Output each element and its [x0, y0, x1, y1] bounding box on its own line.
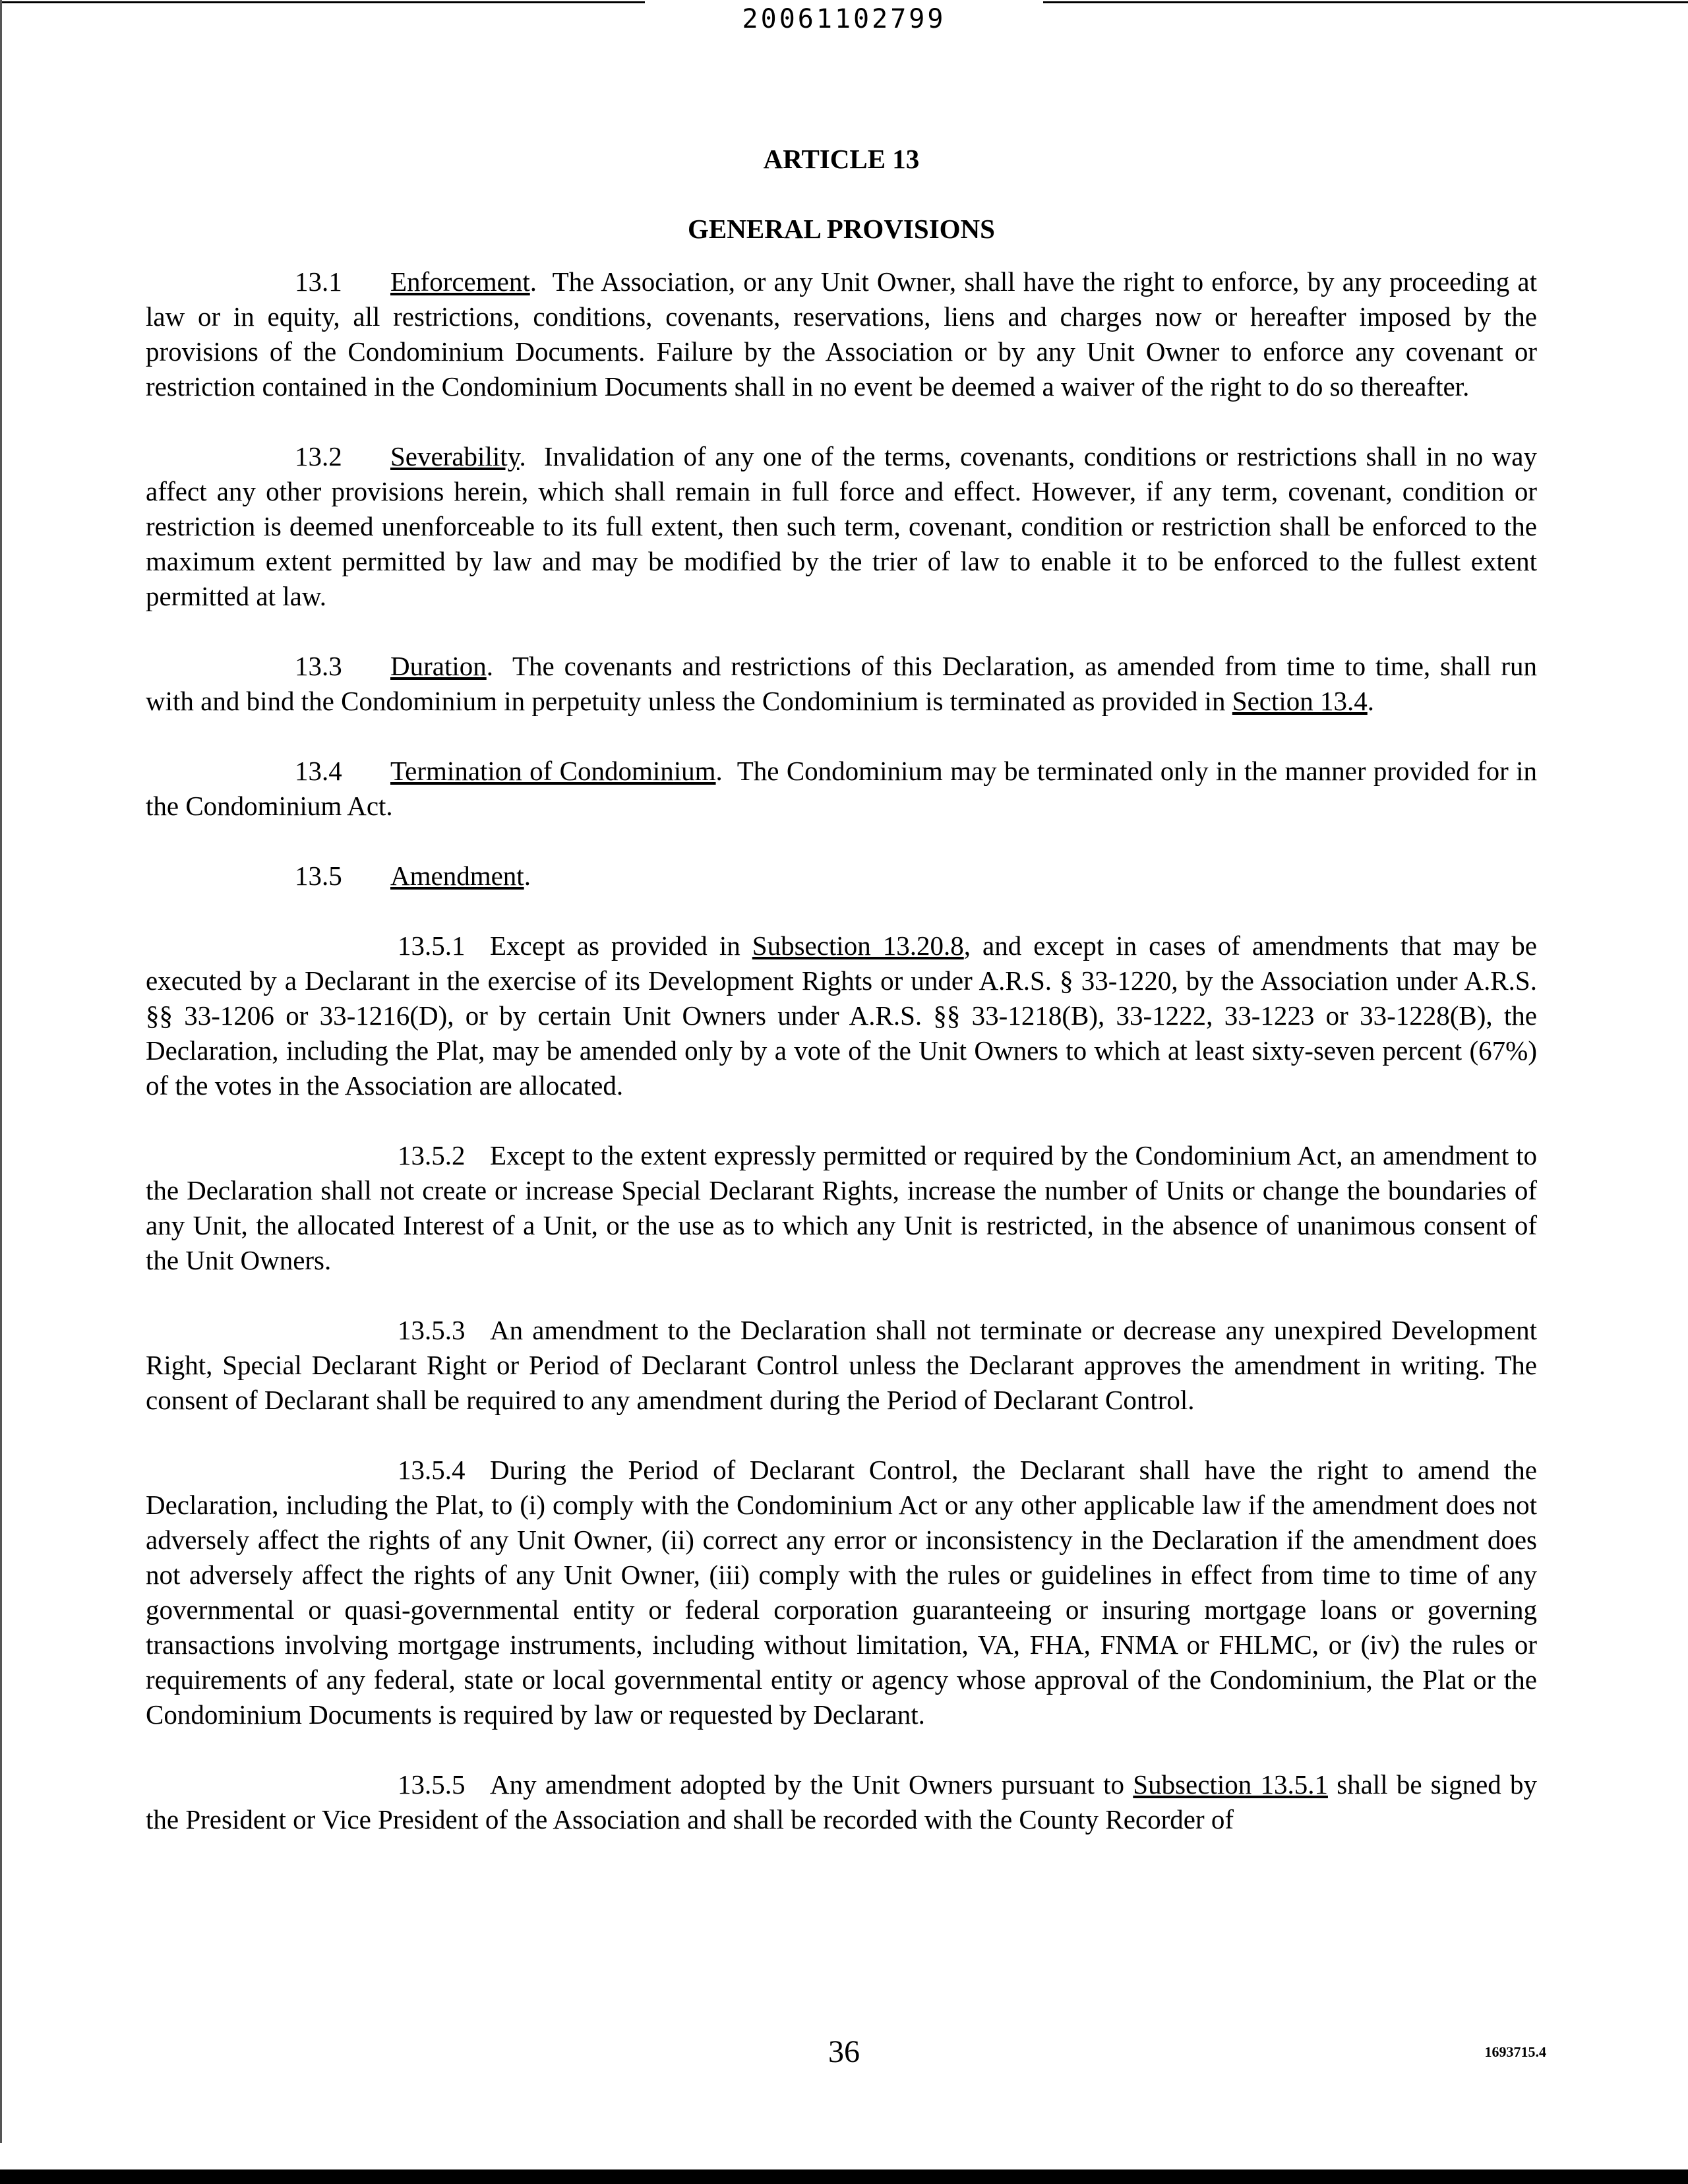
subsection-text: Except to the extent expressly permitted or required by the Condominium Act, an amendment to the Declaration shall not create or increase Special Declarant Rights, increase the number of Units or change the boundaries of any Unit, the allocated Interest of a Unit, or the use as to which any Unit is restricted, in the absence of unanimous consent of the Unit Owners.: [146, 1140, 1537, 1275]
section-text: The covenants and restrictions of this Declaration, as amended from time to time, shall run with and bind the Condominium in perpetuity unless the Condominium is terminated as provided in: [146, 651, 1537, 716]
section-tail: .: [1367, 686, 1375, 716]
section-number: 13.4: [295, 756, 342, 786]
subsection-reference: Subsection 13.20.8: [752, 930, 964, 961]
section-reference: Section 13.4: [1232, 686, 1368, 716]
section-text: The Association, or any Unit Owner, shall have the right to enforce, by any proceeding at law or in equity, all restrictions, conditions, covenants, reservations, liens and charges now or hereafter imposed by the provisions of the Condominium Documents. Failure by the Association or by any Unit Owner to enforce any covenant or restriction contained in the Condominium Documents shall in no event be deemed a waiver of the right to do so thereafter.: [146, 266, 1537, 402]
subsection-text: shall be signed by the President or Vice President of the Association and shall be recorded with the County Recorder of: [146, 1769, 1538, 1835]
section-13-2: 13.2 Severability. Invalidation of any one of the terms, covenants, conditions or restrictions shall in no way affect any other provisions herein, which shall remain in full force and effect. However, if any term, covenant, condition or restriction is deemed unenforceable to its full extent, then such term, covenant, condition or restriction shall be enforced to the maximum extent permitted by law and may be modified by the trier of law to enable it to be enforced to the fullest extent permitted at law.: [146, 439, 1537, 614]
document-body: [146, 142, 1537, 1872]
subsection-number: 13.5.2: [398, 1140, 466, 1170]
section-number: 13.5: [295, 861, 342, 891]
scan-bottom-edge: [0, 2169, 1688, 2184]
subsection-13-5-2: [146, 1138, 1537, 1278]
section-heading: Duration: [390, 651, 487, 681]
section-heading: Severability: [390, 441, 520, 471]
page-number: 36: [828, 2034, 860, 2069]
subsection-13-5-4: [146, 1453, 1537, 1732]
subsection-13-5-5: [146, 1767, 1537, 1837]
section-13-4: 13.4 Termination of Condominium. The Condominium may be terminated only in the manner provided for in the Condominium Act.: [146, 754, 1537, 824]
section-number: 13.3: [295, 651, 342, 681]
document-id: 1693715.4: [1484, 2044, 1546, 2060]
scan-left-edge: [0, 0, 2, 2143]
article-number: ARTICLE 13: [763, 144, 920, 174]
section-text: Invalidation of any one of the terms, covenants, conditions or restrictions shall in no way affect any other provisions herein, which shall remain in full force and effect. However, if any term, covenant, condition or restriction is deemed unenforceable to its full extent, then such term, covenant, condition or restriction shall be enforced to the maximum extent permitted by law and may be modified by the trier of law to enable it to be enforced to the fullest extent permitted at law.: [146, 441, 1537, 611]
section-13-5: 13.5 Amendment.: [146, 859, 1537, 894]
subsection-text: An amendment to the Declaration shall not terminate or decrease any unexpired Development Right, Special Declarant Right or Period of Declarant Control unless the Declarant approves the amendment in writing. The consent of Declarant shall be required to any amendment during the Period of Declarant Control.: [146, 1315, 1537, 1415]
section-13-1: 13.1 Enforcement. The Association, or any Unit Owner, shall have the right to enforce, by any proceeding at law or in equity, all restrictions, conditions, covenants, reservations, liens and charges now or hereafter imposed by the provisions of the Condominium Documents. Failure by the Association or by any Unit Owner to enforce any covenant or restriction contained in the Condominium Documents shall in no event be deemed a waiver of the right to do so thereafter.: [146, 264, 1537, 404]
recording-number: 20061102799: [742, 4, 946, 34]
subsection-number: 13.5.5: [398, 1769, 466, 1800]
section-heading: Termination of Condominium: [390, 756, 716, 786]
subsection-text: During the Period of Declarant Control, the Declarant shall have the right to amend the Declaration, including the Plat, to (i) comply with the Condominium Act or any other applicable law if the amendment does not adversely affect the rights of any Unit Owner, (ii) correct any error or inconsistency in the Declaration if the amendment does not adversely affect the rights of any Unit Owner, (iii) comply with the rules or guidelines in effect from time to time of any governmental or quasi-governmental entity or federal corporation guaranteeing or insuring mortgage loans or governing transactions involving mortgage instruments, including without limitation, VA, FHA, FNMA or FHLMC, or (iv) the rules or requirements of any federal, state or local governmental entity or agency whose approval of the Condominium, the Plat or the Condominium Documents is required by law or requested by Declarant.: [146, 1455, 1537, 1730]
section-number: 13.2: [295, 441, 342, 471]
section-heading: Enforcement: [390, 266, 530, 297]
subsection-lead: Except as provided in: [490, 930, 740, 961]
section-13-3: 13.3 Duration. The covenants and restrictions of this Declaration, as amended from time to time, shall run with and bind the Condominium in perpetuity unless the Condominium is terminated as provided in Section 13.4.: [146, 649, 1537, 719]
subsection-reference: Subsection 13.5.1: [1133, 1769, 1328, 1800]
subsection-number: 13.5.1: [398, 930, 466, 961]
subsection-number: 13.5.4: [398, 1455, 466, 1485]
subsection-lead: Any amendment adopted by the Unit Owners pursuant to: [490, 1769, 1125, 1800]
section-heading: Amendment: [390, 861, 524, 891]
subsection-13-5-3: [146, 1313, 1537, 1418]
subsection-13-5-1: [146, 928, 1537, 1103]
section-number: 13.1: [295, 266, 342, 297]
subsection-text: , and except in cases of amendments that may be executed by a Declarant in the exercise of its Development Rights or under A.R.S. § 33-1220, by the Association under A.R.S. §§ 33-1206 or 33-1216(D), or by certain Unit Owners under A.R.S. §§ 33-1218(B), 33-1222, 33-1223 or 33-1228(B), the Declaration, including the Plat, may be amended only by a vote of the Unit Owners to which at least sixty-seven percent (67%) of the votes in the Association are allocated.: [146, 930, 1537, 1101]
section-text: The Condominium may be terminated only in the manner provided for in the Condominium Act.: [146, 756, 1537, 821]
article-title: GENERAL PROVISIONS: [688, 214, 995, 244]
subsection-number: 13.5.3: [398, 1315, 466, 1345]
